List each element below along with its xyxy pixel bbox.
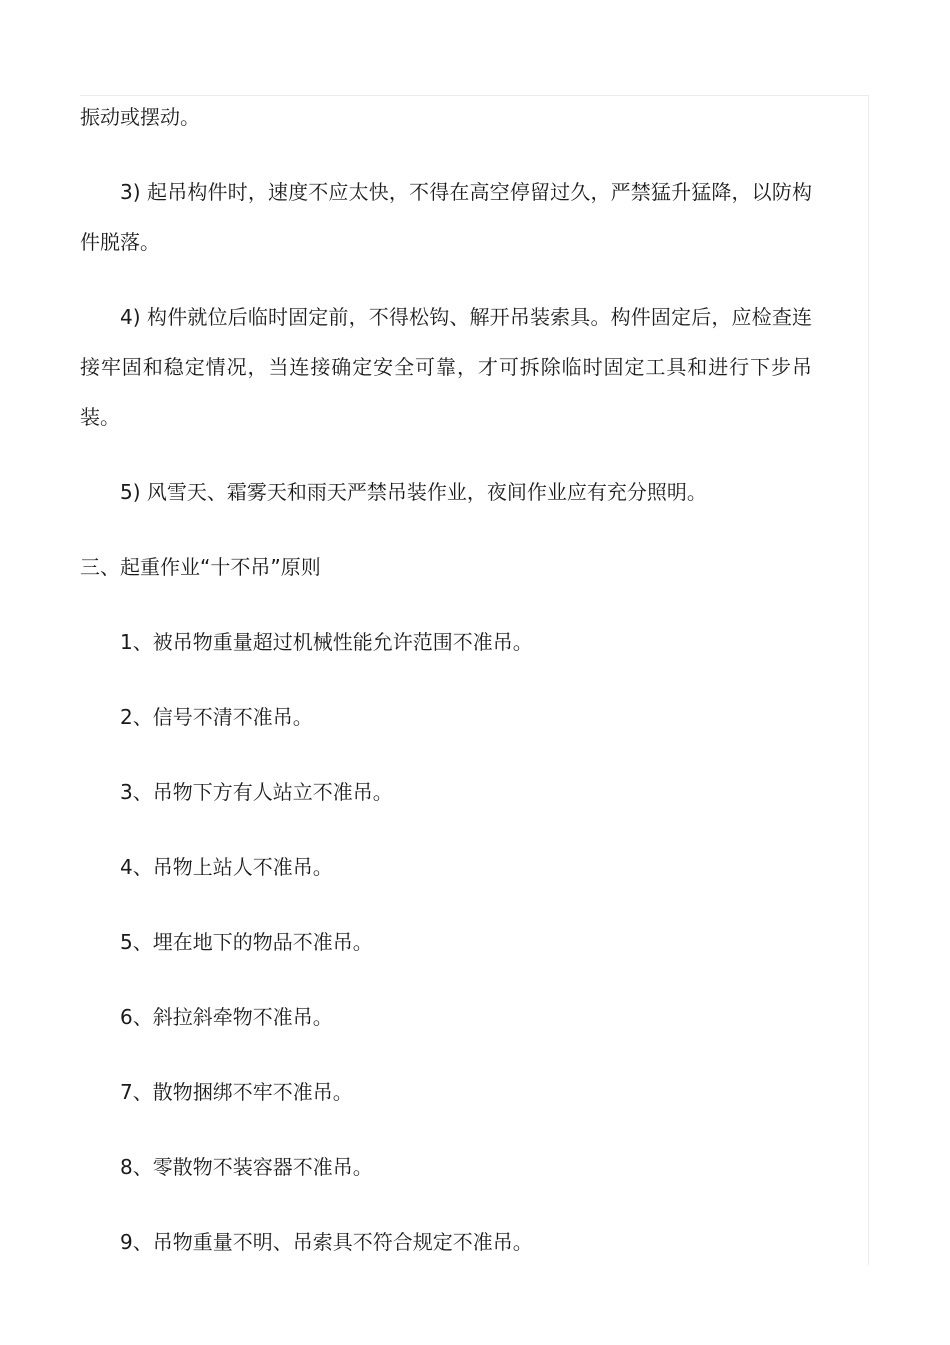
paragraph-continuation: 振动或摆动。 [80, 105, 200, 129]
paragraph-item-4: 4) 构件就位后临时固定前，不得松钩、解开吊装索具。构件固定后，应检查连接牢固和稳定情况，当连接确定安全可靠，才可拆除临时固定工具和进行下步吊装。 [80, 305, 812, 429]
list-item: 6、斜拉斜牵物不准吊。 [120, 1005, 333, 1029]
list-item: 3、吊物下方有人站立不准吊。 [120, 780, 393, 804]
list-item: 7、散物捆绑不牢不准吊。 [120, 1080, 353, 1104]
list-item: 2、信号不清不准吊。 [120, 705, 313, 729]
document-body [80, 92, 812, 1267]
section-heading: 三、起重作业“十不吊”原则 [80, 555, 321, 579]
paragraph-item-3: 3) 起吊构件时，速度不应太快，不得在高空停留过久，严禁猛升猛降，以防构件脱落。 [80, 180, 812, 254]
paragraph-item-5: 5) 风雪天、霜雾天和雨天严禁吊装作业，夜间作业应有充分照明。 [120, 480, 707, 504]
list-item: 9、吊物重量不明、吊索具不符合规定不准吊。 [120, 1230, 533, 1254]
list-item: 5、埋在地下的物品不准吊。 [120, 930, 373, 954]
list-item: 4、吊物上站人不准吊。 [120, 855, 333, 879]
list-item: 1、被吊物重量超过机械性能允许范围不准吊。 [120, 630, 533, 654]
list-item: 8、零散物不装容器不准吊。 [120, 1155, 373, 1179]
